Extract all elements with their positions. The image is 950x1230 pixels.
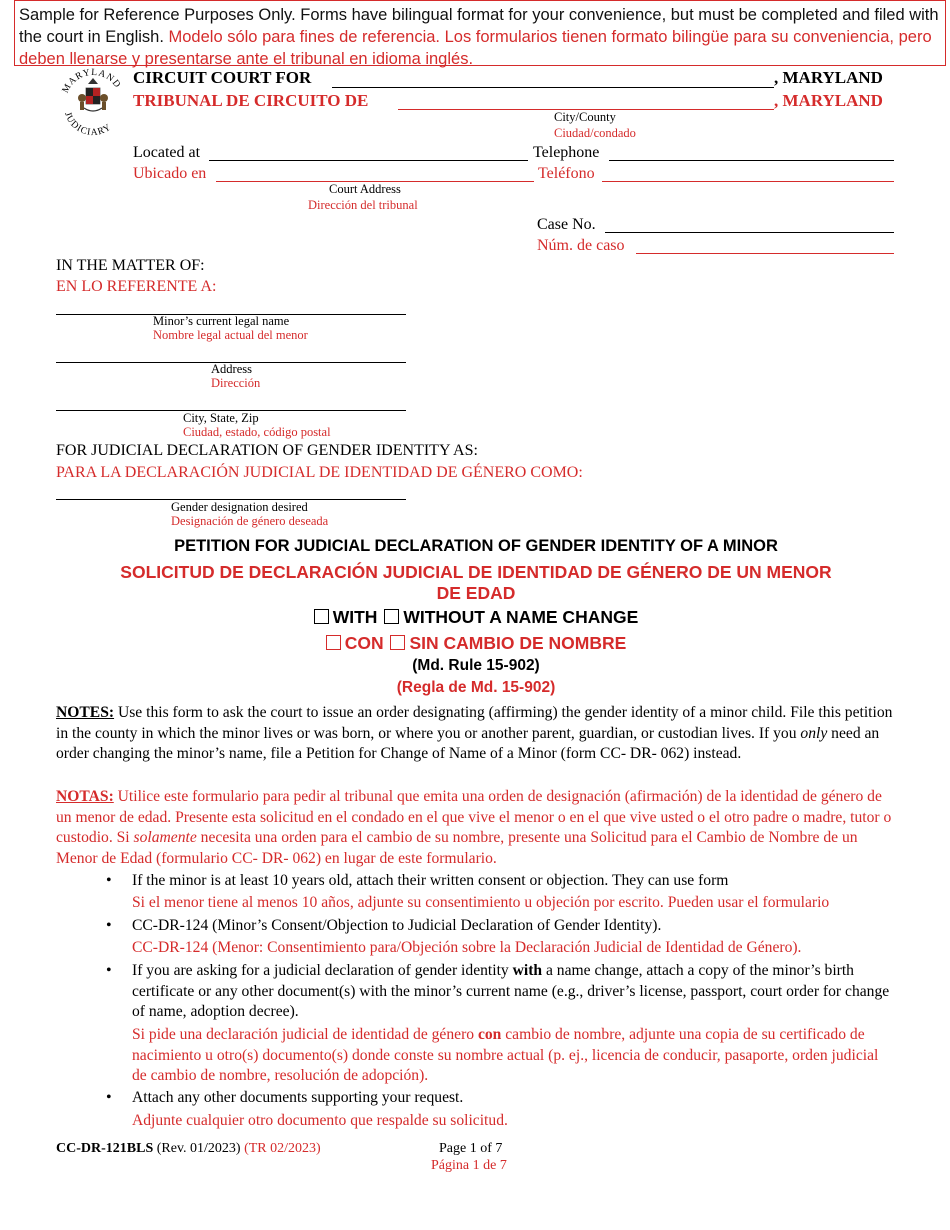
telephone-label-es: Teléfono	[538, 165, 595, 182]
notes-text-2: need an order changing the minor’s name, file a Petition for Change of Name of a Minor (form CC- DR- 062) instead.	[56, 724, 880, 762]
bullet-2: CC-DR-124 (Minor’s Consent/Objection to Judicial Declaration of Gender Identity).	[132, 917, 662, 934]
banner-english: Sample for Reference Purposes Only. Forms have bilingual format for your convenience, but must be completed and filed with the court in English.	[19, 6, 939, 46]
bullet-4: Attach any other documents supporting your request.	[132, 1089, 464, 1106]
case-no-line[interactable]	[605, 232, 894, 233]
without-label: WITHOUT A NAME CHANGE	[403, 607, 639, 627]
seal-top-text: MARYLAND	[60, 67, 123, 95]
city-county-label-es: Ciudad/condado	[554, 126, 636, 140]
form-tr: (TR 02/2023)	[244, 1141, 321, 1156]
sin-label: SIN CAMBIO DE NOMBRE	[409, 633, 627, 653]
notes-en	[56, 703, 896, 765]
page-number: Page 1 of 7	[439, 1141, 503, 1156]
maryland-judiciary-seal	[58, 66, 128, 140]
rule-reference: (Md. Rule 15-902)	[412, 657, 540, 674]
bullet-1-es: Si el menor tiene al menos 10 años, adjunte su consentimiento u objeción por escrito. Pueden usar el formulario	[132, 894, 830, 911]
bullet-1: If the minor is at least 10 years old, attach their written consent or objection. They can use form	[132, 872, 729, 889]
court-address-line[interactable]	[209, 160, 528, 161]
form-title: PETITION FOR JUDICIAL DECLARATION OF GENDER IDENTITY OF A MINOR	[174, 537, 778, 555]
name-change-options-es	[56, 633, 896, 654]
court-address-caption-es: Dirección del tribunal	[308, 198, 418, 212]
located-at-label-es: Ubicado en	[133, 165, 207, 182]
notes-es	[56, 787, 896, 869]
seal-icon	[58, 66, 128, 140]
with-label: WITH	[332, 607, 378, 627]
bullet-3-text-2-es: cambio de nombre, adjunte una copia de su certificado de nacimiento u otro(s) documento(s) donde conste su nombre actual (p. ej., licencia de conducir, pasaporte, orden judicial de cambio de nombre, resolución de adopción).	[132, 1026, 879, 1084]
address-caption-es: Dirección	[211, 376, 261, 390]
notes-text-1-es: Utilice este formulario para pedir al tribunal que emita una orden de designación (afirmación) de la identidad de género de un menor de edad. Presente esta solicitud en el condado en el que vive el menor o en el que vive usted o el otro padre o madre, tutor o custodio. Si	[56, 788, 892, 846]
court-name-line[interactable]	[332, 87, 774, 88]
bullet-3-text-1: If you are asking for a judicial declaration of gender identity	[132, 962, 513, 979]
city-county-label: City/County	[554, 110, 616, 124]
telephone-line[interactable]	[609, 160, 894, 161]
in-the-matter-of-es: EN LO REFERENTE A:	[56, 278, 217, 295]
city-state-zip-caption: City, State, Zip	[183, 411, 259, 425]
city-state-zip-caption-es: Ciudad, estado, código postal	[183, 425, 331, 439]
bullet-icon: •	[106, 872, 112, 889]
con-checkbox[interactable]	[326, 635, 341, 650]
notes-label-es: NOTAS:	[56, 788, 114, 805]
gender-designation-caption: Gender designation desired	[171, 500, 308, 514]
with-checkbox[interactable]	[314, 609, 329, 624]
notes-text-2-es: necesita una orden para el cambio de su nombre, presente una Solicitud para el Cambio de Nombre de un Menor de Edad (formulario CC- DR- 062) en lugar de este formulario.	[56, 829, 858, 867]
form-id: CC-DR-121BLS	[56, 1141, 154, 1156]
in-the-matter-of: IN THE MATTER OF:	[56, 257, 205, 274]
address-caption: Address	[211, 362, 252, 376]
sin-checkbox[interactable]	[390, 635, 405, 650]
court-address-caption: Court Address	[329, 182, 401, 196]
judicial-declaration-label: FOR JUDICIAL DECLARATION OF GENDER IDENTITY AS:	[56, 442, 478, 459]
state-es: , MARYLAND	[774, 91, 883, 110]
minor-name-caption-es: Nombre legal actual del menor	[153, 328, 308, 342]
seal-bottom-text: JUDICIARY	[61, 110, 114, 139]
bullet-3	[132, 961, 892, 1023]
bullet-4-es: Adjunte cualquier otro documento que respalde su solicitud.	[132, 1112, 508, 1129]
form-id-footer	[56, 1141, 321, 1157]
banner-spanish: Modelo sólo para fines de referencia. Los formularios tienen formato bilingüe para su conveniencia, pero deben llenarse y presentarse ante el tribunal en idioma inglés.	[19, 28, 932, 68]
reference-banner	[14, 0, 946, 66]
con-label: CON	[344, 633, 384, 653]
case-no-line-es[interactable]	[636, 253, 894, 254]
bullet-3-text-2: a name change, attach a copy of the minor’s birth certificate or any other document(s) with the minor’s current name (e.g., driver’s license, passport, court order for change of name, adoption decree).	[132, 962, 890, 1020]
judicial-declaration-label-es: PARA LA DECLARACIÓN JUDICIAL DE IDENTIDAD DE GÉNERO COMO:	[56, 464, 583, 481]
notes-only-es: solamente	[133, 829, 197, 846]
gender-designation-caption-es: Designación de género deseada	[171, 514, 329, 528]
located-at-label: Located at	[133, 144, 201, 161]
state-en: , MARYLAND	[774, 68, 883, 87]
bullet-icon: •	[106, 1089, 112, 1106]
svg-text:JUDICIARY	[62, 111, 114, 138]
bullet-3-bold-es: con	[477, 1026, 502, 1043]
bullet-3-text-1-es: Si pide una declaración judicial de identidad de género	[132, 1026, 478, 1043]
without-checkbox[interactable]	[384, 609, 399, 624]
court-label-en: CIRCUIT COURT FOR	[133, 68, 312, 87]
telephone-label: Telephone	[533, 144, 600, 161]
bullet-2-es: CC-DR-124 (Menor: Consentimiento para/Objeción sobre la Declaración Judicial de Identidad de Género).	[132, 939, 802, 956]
form-title-es: SOLICITUD DE DECLARACIÓN JUDICIAL DE IDENTIDAD DE GÉNERO DE UN MENOR DE EDAD	[120, 562, 832, 603]
telephone-line-es[interactable]	[602, 181, 894, 182]
page-number-es: Página 1 de 7	[431, 1158, 507, 1173]
bullet-icon: •	[106, 917, 112, 934]
bullet-3-es	[132, 1025, 892, 1087]
notes-only: only	[800, 724, 828, 742]
minor-name-caption: Minor’s current legal name	[153, 314, 290, 328]
name-change-options	[56, 607, 896, 628]
bullet-3-bold: with	[512, 962, 543, 979]
rule-reference-es: (Regla de Md. 15-902)	[396, 679, 556, 696]
case-no-label: Case No.	[537, 216, 596, 233]
court-label-es: TRIBUNAL DE CIRCUITO DE	[133, 91, 369, 110]
case-no-label-es: Núm. de caso	[537, 237, 625, 254]
form-rev: (Rev. 01/2023)	[153, 1141, 245, 1156]
notes-label: NOTES:	[56, 704, 115, 721]
notes-text-1: Use this form to ask the court to issue an order designating (affirming) the gender identity of a minor child. File this petition in the county in which the minor lives or was born, or where you or another parent, guardian, or custodian lives. If you	[56, 704, 893, 742]
bullet-icon: •	[106, 962, 112, 979]
